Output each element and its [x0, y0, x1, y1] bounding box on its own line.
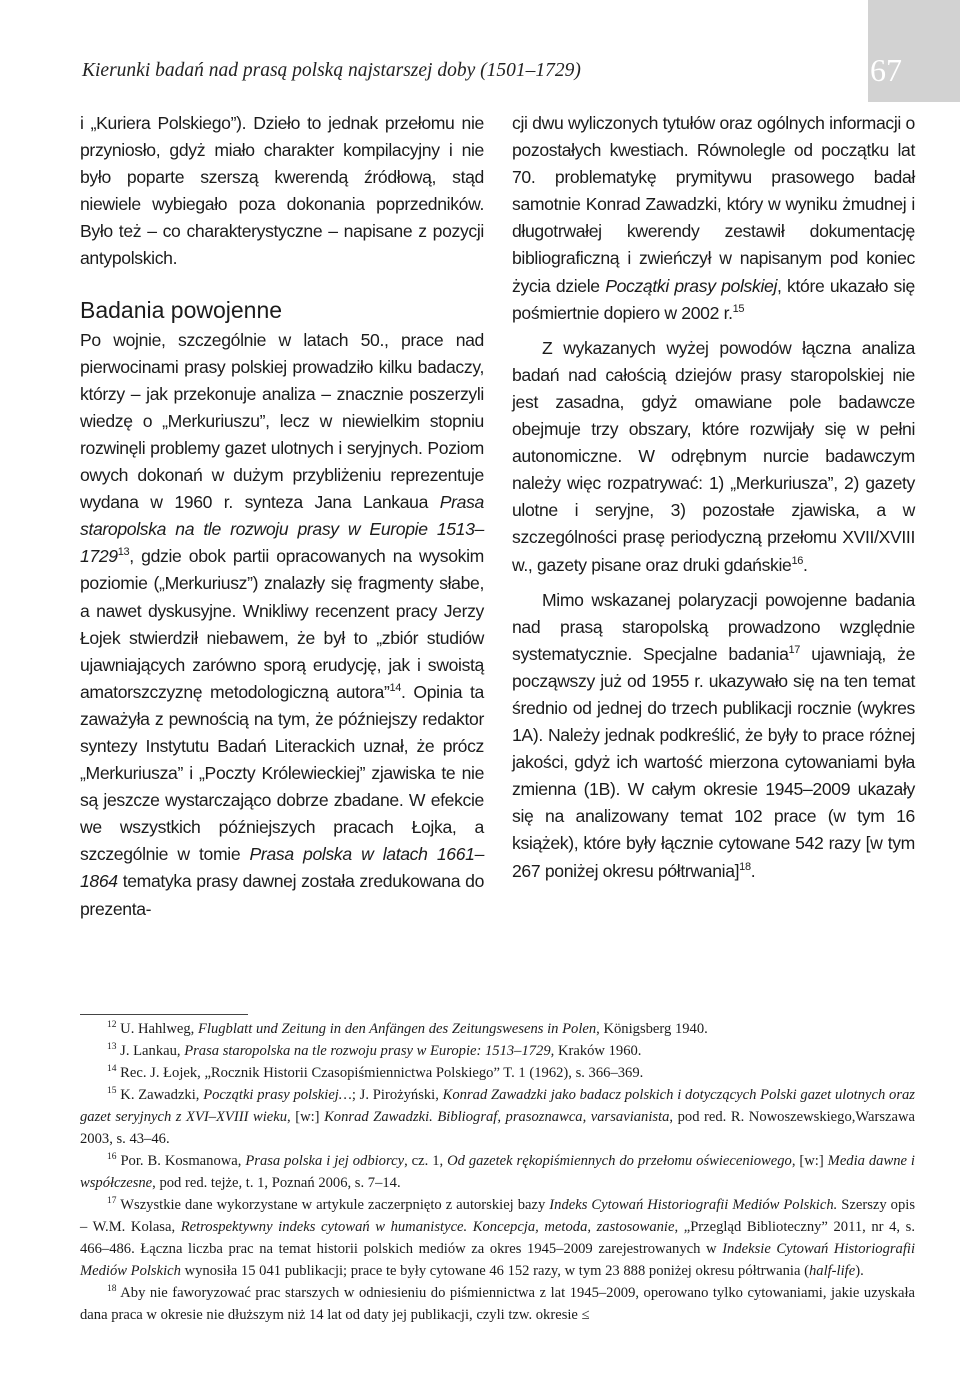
- page-number: 67: [870, 52, 902, 88]
- book-title: Prasa polska w latach 1661–1864: [80, 844, 484, 892]
- paragraph: Z wykazanych wyżej powodów łączna analiza badań nad całością dziejów prasy staropolskiej nie jest zasadna, gdyż omawiane pole badawcze obejmuje trzy obszary, które rozwijały się w pełni autonomiczne. W odrębnym nurcie badawczym należy więc rozpatrywać: 1) „Merkuriusza”, 2) gazety ulotne i seryjne, 3) pozostałe zjawiska, a w szczególności prasę periodyczną przełomu XVII/XVIII w., gazety pisane oraz druki gdańskie$^{16}$.: [512, 337, 915, 575]
- footnote-17: $^{17}$ Wszystkie dane wykorzystane w artykule zaczerpnięto z autorskiej bazy Indeks Cytowań Historiografii Mediów Polskich. Szerszy opis – W.M. Kolasa, Retrospektywny indeks cytowań w humanistyce. Koncepcja, metoda, zastosowanie, „Przegląd Biblioteczny” 2011, nr 4, s. 466–486. Łączna liczba prac na temat historii polskich mediów za okres 1945–2009 zarejestrowanych w Indeksie Cytowań Historiografii Mediów Polskich wynosiła 15 041 publikacji; prace te były cytowane 46 152 razy, w tym 23 888 poniżej okresu półtrwania (half-life).: [80, 1196, 916, 1279]
- book-title: Początki prasy polskiej: [605, 275, 777, 296]
- footnote-18: $^{18}$ Aby nie faworyzować prac starszych w odniesieniu do piśmiennictwa z lat 1945–2009, operowano tylko cytowaniami, jakie uzyskała dana praca w okresie nie dłuższym niż 14 lat od daty jej publikacji, czyli tzw. okresie ≤: [80, 1284, 915, 1323]
- footnotes: [80, 1018, 915, 1326]
- page-number-tab: [868, 0, 960, 102]
- footnote-ref[interactable]: 15: [732, 302, 745, 315]
- section-heading: Badania powojenne: [80, 296, 283, 323]
- footnote-ref[interactable]: 17: [788, 643, 801, 656]
- footnote-ref[interactable]: 18: [739, 860, 751, 873]
- paragraph: i „Kuriera Polskiego”). Dzieło to jednak przełomu nie przyniosło, gdyż miało charakter kompilacyjny i nie było poparte szerszą kwerendą źródłową, stąd niewiele wybiegało poza dokonania poprzedników. Było też – co charakterystyczne – napisane z pozycji antypolskich.: [80, 113, 484, 269]
- left-column: [80, 110, 484, 923]
- running-header: Kierunki badań nad prasą polską najstarszej doby (1501–1729): [82, 60, 581, 81]
- footnote-rule: [80, 1014, 248, 1015]
- footnote-13: $^{13}$ J. Lankau, Prasa staropolska na tle rozwoju prasy w Europie: 1513–1729, Kraków 1960.: [107, 1042, 642, 1059]
- footnote-ref[interactable]: 14: [389, 681, 402, 694]
- footnote-12: $^{12}$ U. Hahlweg, Flugblatt und Zeitung in den Anfängen des Zeitungswesens in Polen, Königsberg 1940.: [107, 1020, 708, 1037]
- paragraph: cji dwu wyliczonych tytułów oraz ogólnych informacji o pozostałych kwestiach. Równolegle od początku lat 70. problematykę prymitywu prasowego badał samotnie Konrad Zawadzki, który w wyniku żmudnej i długotrwałej kwerendy zestawił dokumentację bibliograficzną i zwieńczył w napisanym pod koniec życia dziele Początki prasy polskiej, które ukazało się pośmiertnie dopiero w 2002 r.$^{15}$: [512, 113, 915, 323]
- book-title: Prasa staropolska na tle rozwoju prasy w Europie 1513–1729: [80, 492, 484, 567]
- paragraph: Po wojnie, szczególnie w latach 50., prace nad pierwocinami prasy polskiej prowadziło kilku badaczy, którzy – jak przekonuje analiza – znacznie poszerzyli wiedzę o „Merkuriuszu”, lecz w niewielkim stopniu rozwinęli problemy gazet ulotnych i seryjnych. Poziom owych dokonań w dużym przybliżeniu reprezentuje wydana w 1960 r. synteza Jana Lankaua Prasa staropolska na tle rozwoju prasy w Europie 1513–1729$^{13}$, gdzie obok partii opracowanych na wysokim poziomie („Merkuriusz”) znalazły się fragmenty słabe, a nawet dyskusyjne. Wnikliwy recenzent pracy Jerzy Łojek stwierdził niebawem, że był to „zbiór studiów ujawniających zarówno sporą erudycję, jak i swoistą amatorszczyznę metodologiczną autora”$^{14}$. Opinia ta zaważyła z pewnością na tym, że późniejszy redaktor syntezy Instytutu Badań Literackich uznał, że prócz „Merkuriusza” i „Poczty Królewieckiej” zjawiska te nie są jeszcze wystarczająco dobrze zbadane. W efekcie we wszystkich późniejszych pracach Łojka, a szczególnie w tomie Prasa polska w latach 1661–1864 tematyka prasy dawnej została zredukowana do prezenta-: [80, 329, 484, 919]
- paragraph: Mimo wskazanej polaryzacji powojenne badania nad prasą staropolską prowadzono względnie systematycznie. Specjalne badania$^{17}$ ujawniają, że począwszy już od 1955 r. ukazywało się na ten temat średnio od jednej do trzech publikacji rocznie (wykres 1A). Należy jednak podkreślić, że były to prace różnej jakości, gdyż ich wartość mierzona cytowaniami była zmienna (1B). W całym okresie 1945–2009 ukazały się na analizowany temat 102 prace (w tym 16 książek), które były łącznie cytowane 542 razy [w tym 267 poniżej okresu półtrwania]$^{18}$.: [512, 589, 915, 881]
- footnote-ref[interactable]: 13: [117, 546, 130, 559]
- footnote-15: $^{15}$ K. Zawadzki, Początki prasy polskiej…; J. Pirożyński, Konrad Zawadzki jako badacz polskich i dotyczących Polski gazet ulotnych oraz gazet seryjnych z XVI–XVIII wieku, [w:] Konrad Zawadzki. Bibliograf, prasoznawca, varsavianista, pod red. R. Nowoszewskiego,Warszawa 2003, s. 43–46.: [80, 1086, 915, 1147]
- right-column: [512, 110, 915, 885]
- footnote-14: $^{14}$ Rec. J. Łojek, „Rocznik Historii Czasopiśmiennictwa Polskiego” T. 1 (1962), s. 366–369.: [107, 1064, 644, 1081]
- footnote-ref[interactable]: 16: [791, 554, 804, 567]
- footnote-16: $^{16}$ Por. B. Kosmanowa, Prasa polska i jej odbiorcy, cz. 1, Od gazetek rękopiśmiennych do przełomu oświeceniowego, [w:] Media dawne i współczesne, pod red. tejże, t. 1, Poznań 2006, s. 7–14.: [80, 1152, 915, 1191]
